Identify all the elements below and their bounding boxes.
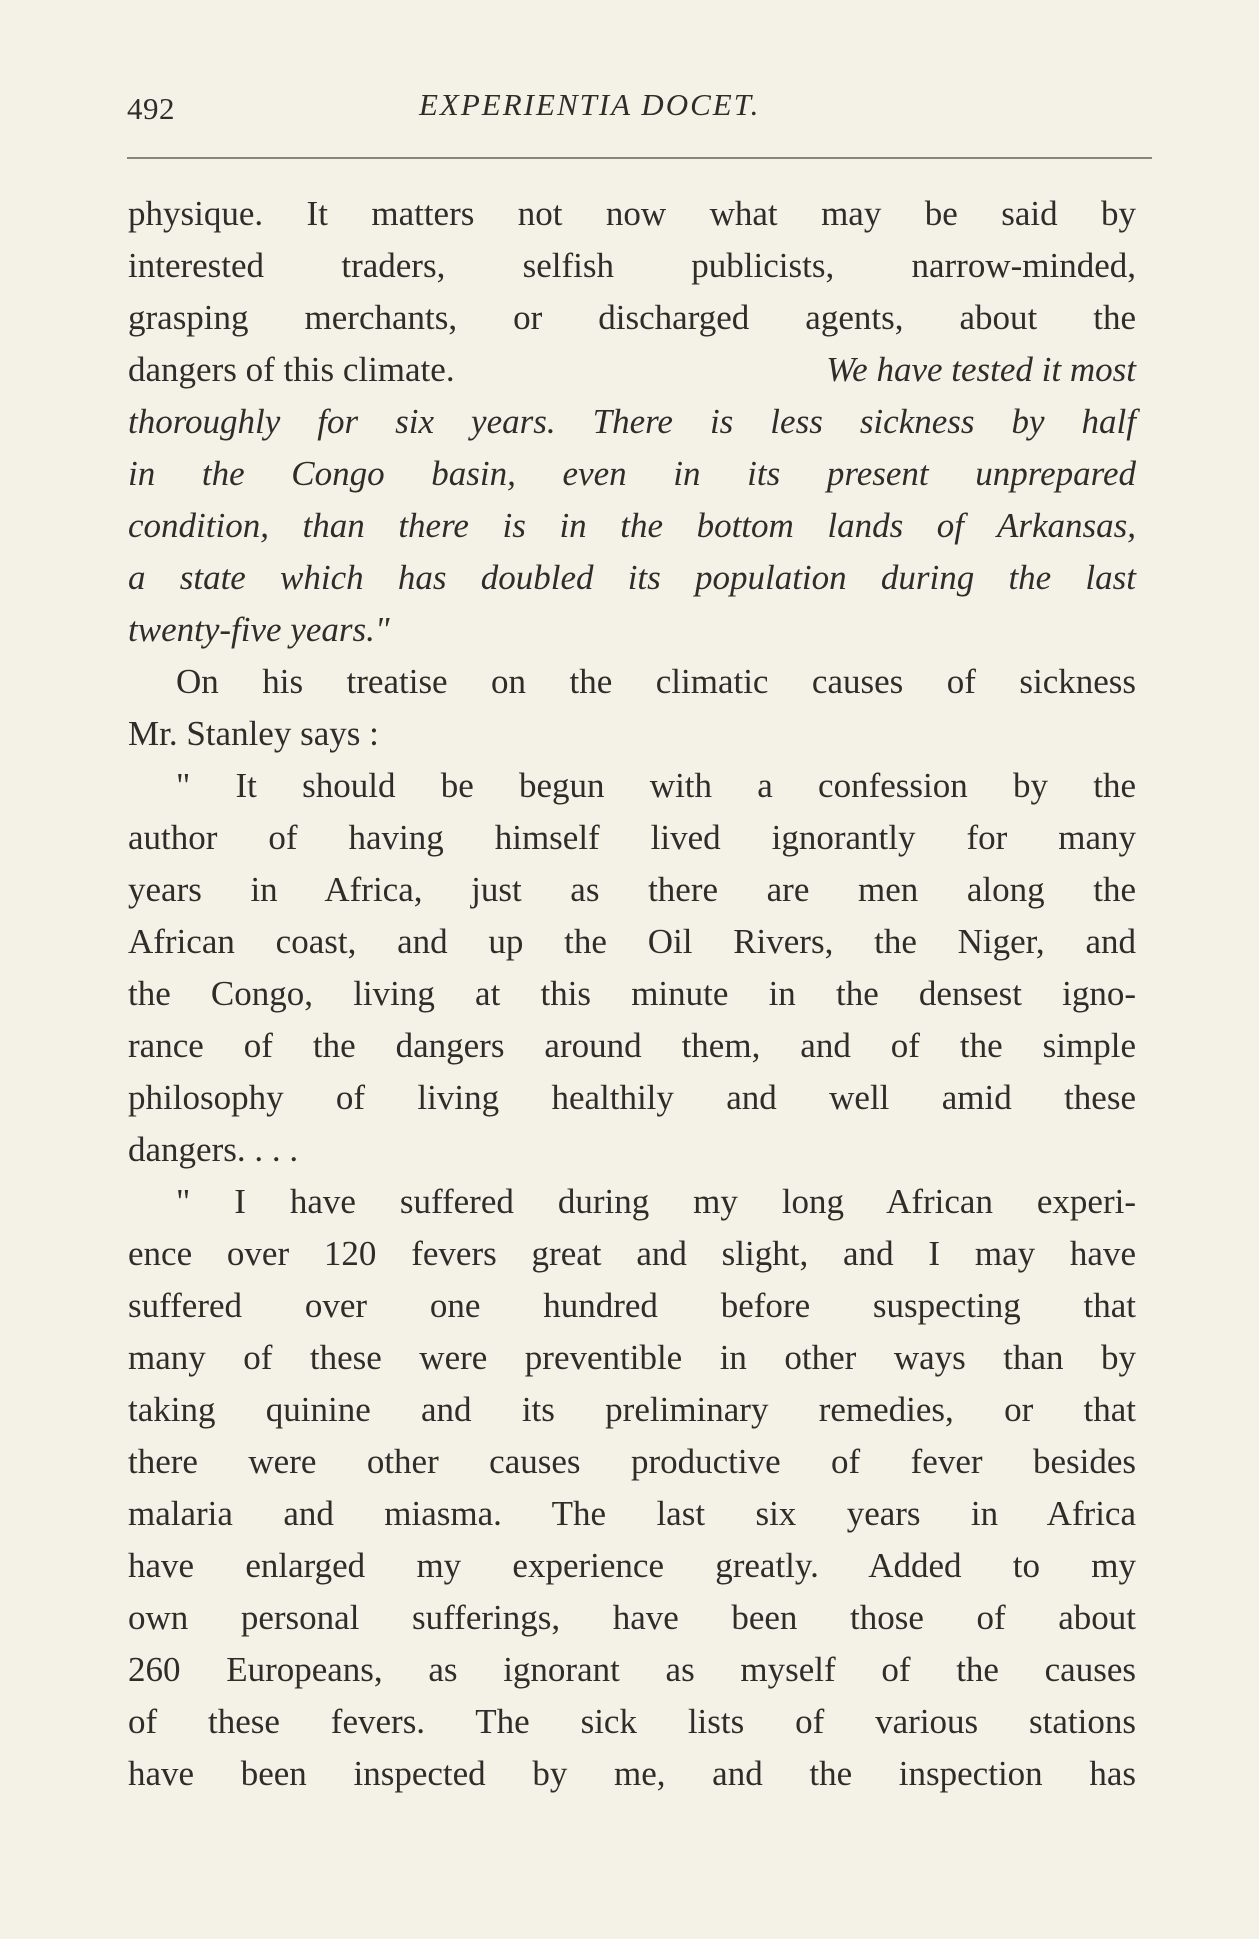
text-line: rance of the dangers around them, and of the simple	[128, 1026, 1136, 1065]
text-line: African coast, and up the Oil Rivers, the Niger, and	[128, 922, 1136, 961]
text-line: interested traders, selfish publicists, narrow-minded,	[128, 246, 1136, 285]
text-line: have been inspected by me, and the inspection has	[128, 1754, 1136, 1793]
text-line: physique. It matters not now what may be said by	[128, 194, 1136, 233]
text-line: ence over 120 fevers great and slight, and I may have	[128, 1234, 1136, 1273]
text-line: years in Africa, just as there are men along the	[128, 870, 1136, 909]
text-line: grasping merchants, or discharged agents, about the	[128, 298, 1136, 337]
running-title: EXPERIENTIA DOCET.	[419, 87, 761, 122]
page-number: 492	[127, 91, 175, 126]
text-line: " I have suffered during my long African experi-	[176, 1182, 1136, 1221]
text-line-mixed	[128, 344, 1136, 396]
text-line: suffered over one hundred before suspecting that	[128, 1286, 1136, 1325]
text-line: malaria and miasma. The last six years in Africa	[128, 1494, 1136, 1533]
text-line: there were other causes productive of fever besides	[128, 1442, 1136, 1481]
text-line-italic: condition, than there is in the bottom lands of Arkansas,	[128, 506, 1136, 545]
text-line-italic: twenty-five years."	[128, 610, 390, 649]
header-rule	[127, 157, 1152, 159]
text-line: On his treatise on the climatic causes of sickness	[176, 662, 1136, 701]
text-line: of these fevers. The sick lists of various stations	[128, 1702, 1136, 1741]
text-line: the Congo, living at this minute in the densest igno-	[128, 974, 1136, 1013]
body-text	[128, 188, 1136, 1800]
text-line: dangers. . . .	[128, 1130, 299, 1169]
text-line: own personal sufferings, have been those of about	[128, 1598, 1136, 1637]
text-line: philosophy of living healthily and well amid these	[128, 1078, 1136, 1117]
page-header	[127, 87, 1152, 135]
text-line: Mr. Stanley says :	[128, 714, 379, 753]
text-segment-roman: dangers of this climate.	[128, 350, 455, 389]
text-line-italic: thoroughly for six years. There is less sickness by half	[128, 402, 1136, 441]
text-line-italic: in the Congo basin, even in its present unprepared	[128, 454, 1136, 493]
text-segment-italic: We have tested it most	[826, 350, 1136, 389]
text-line: taking quinine and its preliminary remedies, or that	[128, 1390, 1136, 1429]
text-line: author of having himself lived ignorantly for many	[128, 818, 1136, 857]
text-line: 260 Europeans, as ignorant as myself of the causes	[128, 1650, 1136, 1689]
text-line-italic: a state which has doubled its population during the last	[128, 558, 1136, 597]
text-line: have enlarged my experience greatly. Added to my	[128, 1546, 1136, 1585]
text-line: many of these were preventible in other ways than by	[128, 1338, 1136, 1377]
text-line: " It should be begun with a confession by the	[176, 766, 1136, 805]
